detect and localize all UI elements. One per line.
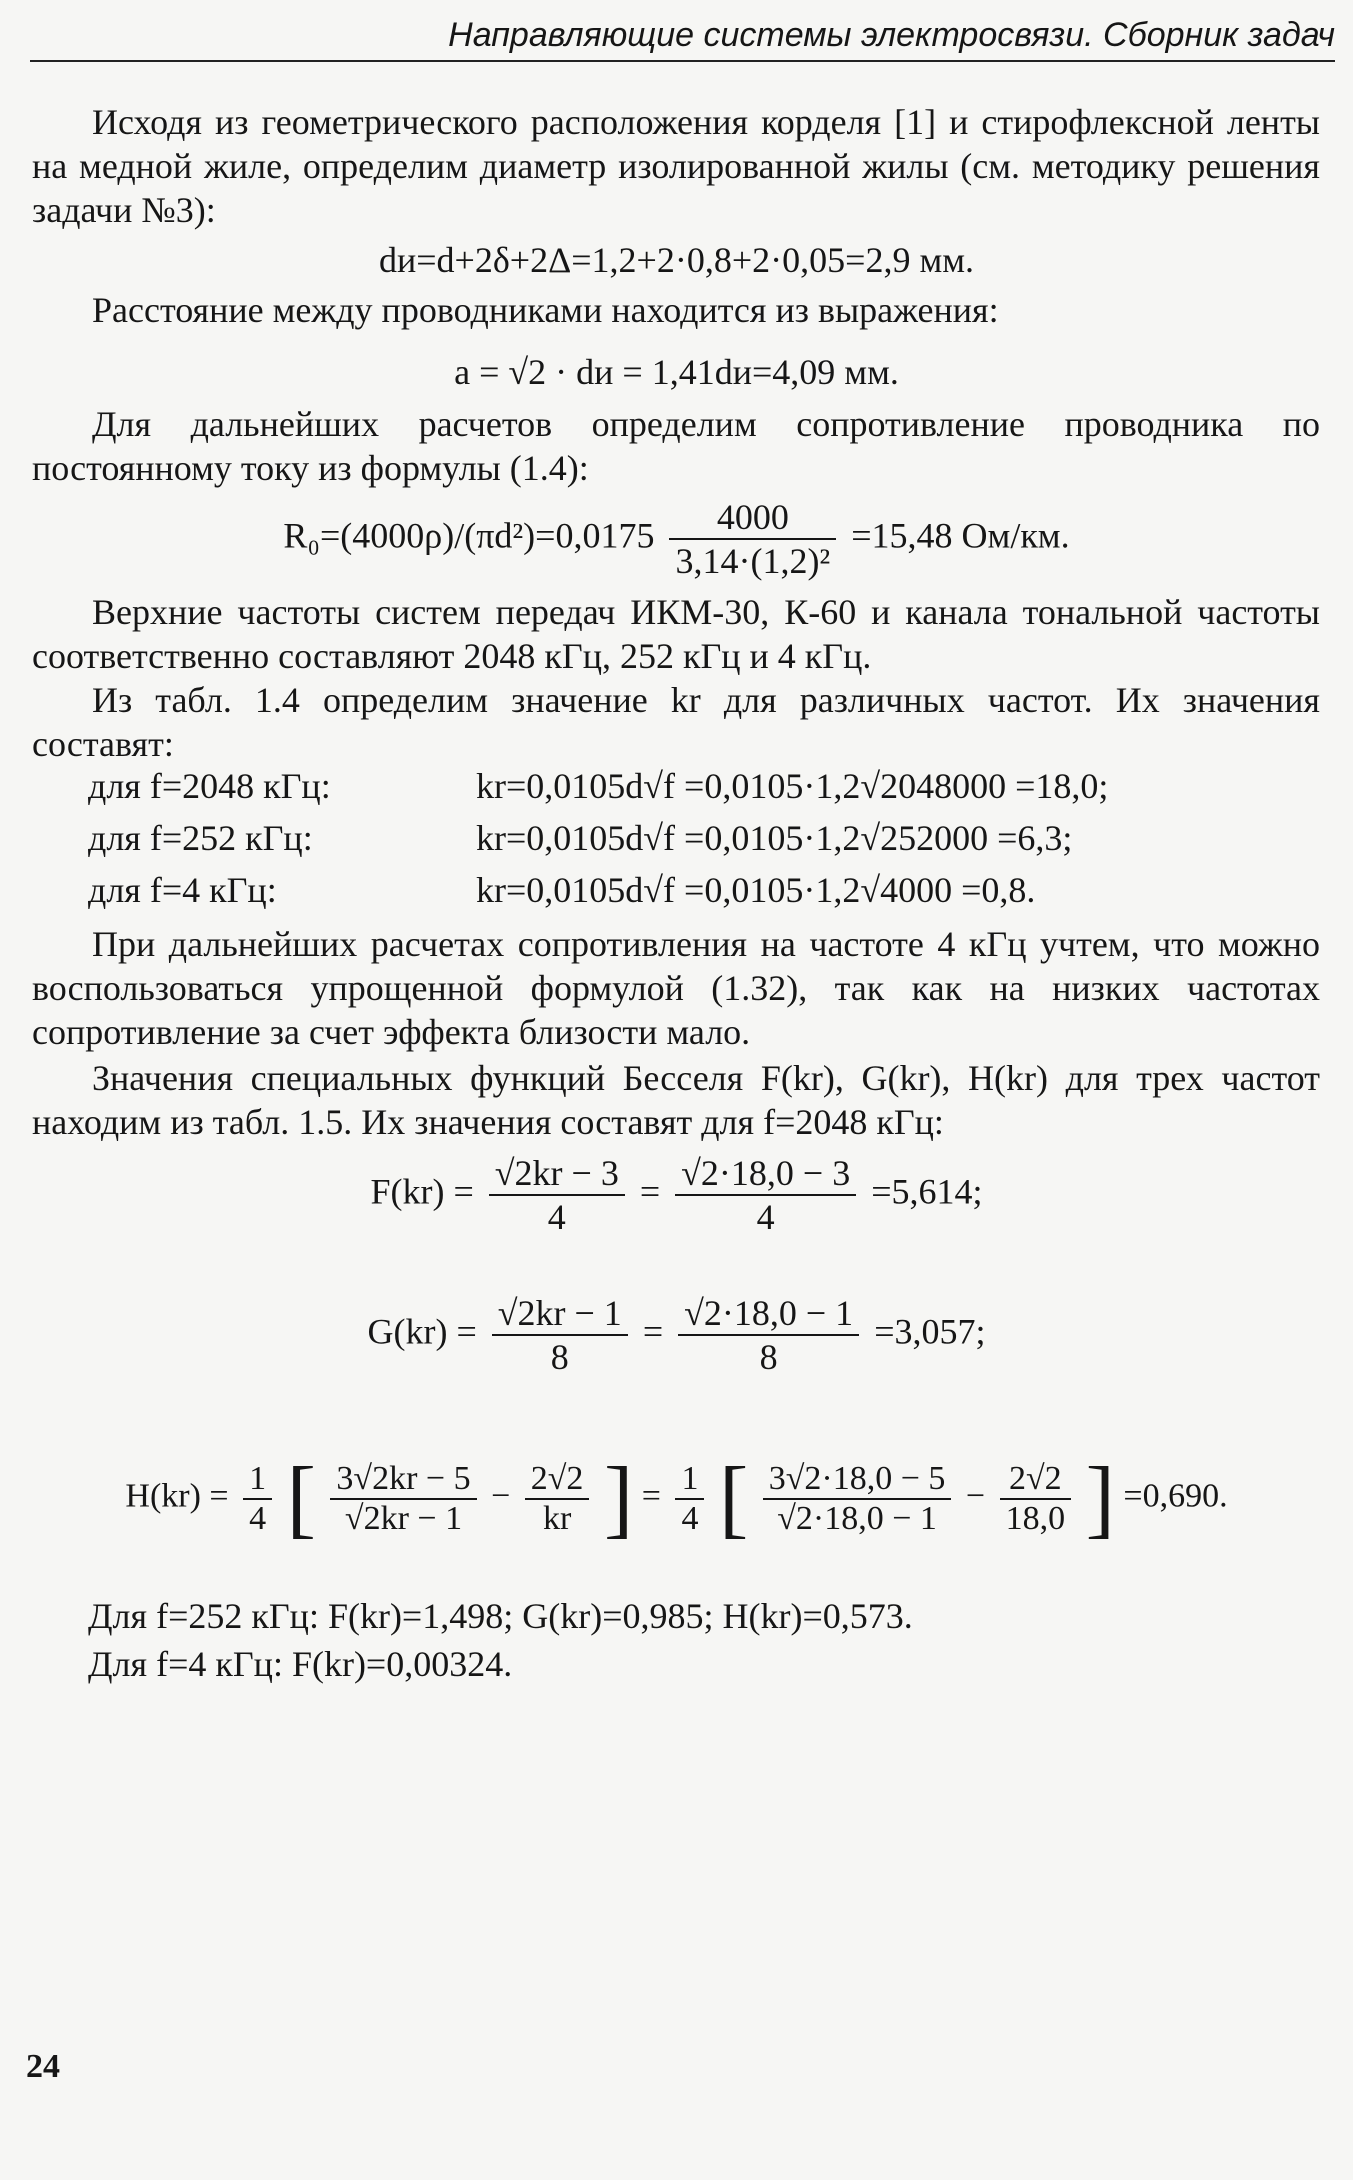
G-denominator-2: 8 — [759, 1337, 778, 1377]
H-a-denominator: √2kr − 1 — [344, 1499, 463, 1537]
H-d-numerator: 2√2 — [1000, 1460, 1072, 1500]
left-bracket: [ — [718, 1450, 749, 1547]
F-fraction-2 — [675, 1152, 856, 1238]
tail-line-252: Для f=252 кГц: F(kr)=1,498; G(kr)=0,985; H(kr)=0,573. — [88, 1596, 913, 1636]
running-header: Направляющие системы электросвязи. Сборник задач — [30, 14, 1335, 62]
H-coef-denominator: 4 — [249, 1499, 267, 1537]
kr-row-label: для f=252 кГц: — [88, 818, 313, 858]
paragraph-6: При дальнейших расчетах сопротивления на частоте 4 кГц учтем, что можно воспользоваться упрощенной формулой (1.32), так как на низких частотах сопротивление за счет эффекта близости мало. — [32, 924, 1320, 1052]
kr-row-2048 — [88, 764, 1108, 808]
kr-row-expr: kr=0,0105d√f =0,0105·1,2√4000 =0,8. — [476, 870, 1036, 910]
G-fraction-1 — [492, 1292, 628, 1378]
F-denominator-2: 4 — [756, 1197, 775, 1237]
H-lhs: H(kr) = — [125, 1477, 229, 1515]
r0-fraction — [669, 496, 836, 582]
H-coef-1 — [243, 1460, 272, 1538]
paragraph-5: Из табл. 1.4 определим значение kr для различных частот. Их значения составят: — [32, 680, 1320, 764]
kr-row-label: для f=2048 кГц: — [88, 766, 331, 806]
G-denominator-1: 8 — [550, 1337, 569, 1377]
G-numerator-2: √2·18,0 − 1 — [678, 1292, 859, 1336]
tail-line-4: Для f=4 кГц: F(kr)=0,00324. — [88, 1644, 513, 1684]
r0-denominator: 3,14·(1,2)² — [675, 541, 831, 581]
paragraph-3: Для дальнейших расчетов определим сопротивление проводника по постоянному току из формулы (1.4): — [32, 404, 1320, 488]
paragraph-2: Расстояние между проводниками находится из выражения: — [92, 290, 999, 330]
kr-row-label: для f=4 кГц: — [88, 870, 277, 910]
G-result: =3,057; — [874, 1311, 986, 1352]
kr-row-expr: kr=0,0105d√f =0,0105·1,2√252000 =6,3; — [476, 818, 1073, 858]
G-lhs: G(kr) = — [367, 1311, 477, 1352]
formula-r0 — [0, 496, 1353, 582]
paragraph-4: Верхние частоты систем передач ИКМ-30, К-60 и канала тональной частоты соответственно составляют 2048 кГц, 252 кГц и 4 кГц. — [32, 592, 1320, 676]
H-fraction-d — [1000, 1460, 1072, 1538]
paragraph-7: Значения специальных функций Бесселя F(kr), G(kr), H(kr) для трех частот находим из табл. 1.5. Их значения составят для f=2048 кГц: — [32, 1058, 1320, 1142]
H-fraction-c — [763, 1460, 952, 1538]
paragraph-1: Исходя из геометрического расположения корделя [1] и стирофлексной ленты на медной жиле, определим диаметр изолированной жилы (см. методику решения задачи №3): — [32, 102, 1320, 230]
H-result: =0,690. — [1123, 1477, 1228, 1515]
H-b-denominator: kr — [542, 1499, 572, 1537]
equals-sign: = — [642, 1311, 664, 1352]
formula-H — [0, 1448, 1353, 1549]
F-fraction-1 — [489, 1152, 625, 1238]
H-coef-numerator: 1 — [675, 1460, 704, 1500]
G-fraction-2 — [678, 1292, 859, 1378]
formula-F — [0, 1152, 1353, 1238]
formula-G — [0, 1292, 1353, 1378]
F-numerator-2: √2·18,0 − 3 — [675, 1152, 856, 1196]
equals-sign: = — [639, 1171, 661, 1212]
r0-prefix: R₀=(4000ρ)/(πd²)=0,0175 — [283, 515, 655, 556]
H-c-denominator: √2·18,0 − 1 — [777, 1499, 937, 1537]
F-denominator-1: 4 — [547, 1197, 566, 1237]
right-bracket: ] — [603, 1450, 634, 1547]
formula-distance: a = √2 · dи = 1,41dи=4,09 мм. — [454, 352, 899, 392]
H-fraction-b — [525, 1460, 590, 1538]
H-coef-2 — [675, 1460, 704, 1538]
H-c-numerator: 3√2·18,0 − 5 — [763, 1460, 952, 1500]
H-b-numerator: 2√2 — [525, 1460, 590, 1500]
F-numerator-1: √2kr − 3 — [489, 1152, 625, 1196]
H-coef-denominator: 4 — [681, 1499, 699, 1537]
r0-numerator: 4000 — [669, 496, 836, 540]
page-number: 24 — [26, 2048, 60, 2085]
kr-row-4 — [88, 868, 1035, 912]
kr-row-expr: kr=0,0105d√f =0,0105·1,2√2048000 =18,0; — [476, 766, 1109, 806]
r0-result: =15,48 Ом/км. — [851, 515, 1070, 556]
minus-sign: − — [491, 1477, 511, 1515]
H-a-numerator: 3√2kr − 5 — [330, 1460, 476, 1500]
formula-diameter: dи=d+2δ+2Δ=1,2+2·0,8+2·0,05=2,9 мм. — [378, 240, 975, 280]
H-coef-numerator: 1 — [243, 1460, 272, 1500]
F-lhs: F(kr) = — [370, 1171, 474, 1212]
minus-sign: − — [965, 1477, 986, 1515]
left-bracket: [ — [286, 1450, 316, 1547]
right-bracket: ] — [1085, 1450, 1115, 1547]
G-numerator-1: √2kr − 1 — [492, 1292, 628, 1336]
equals-sign: = — [641, 1477, 661, 1515]
F-result: =5,614; — [871, 1171, 983, 1212]
H-fraction-a — [330, 1460, 476, 1538]
H-d-denominator: 18,0 — [1005, 1499, 1066, 1537]
kr-row-252 — [88, 816, 1072, 860]
